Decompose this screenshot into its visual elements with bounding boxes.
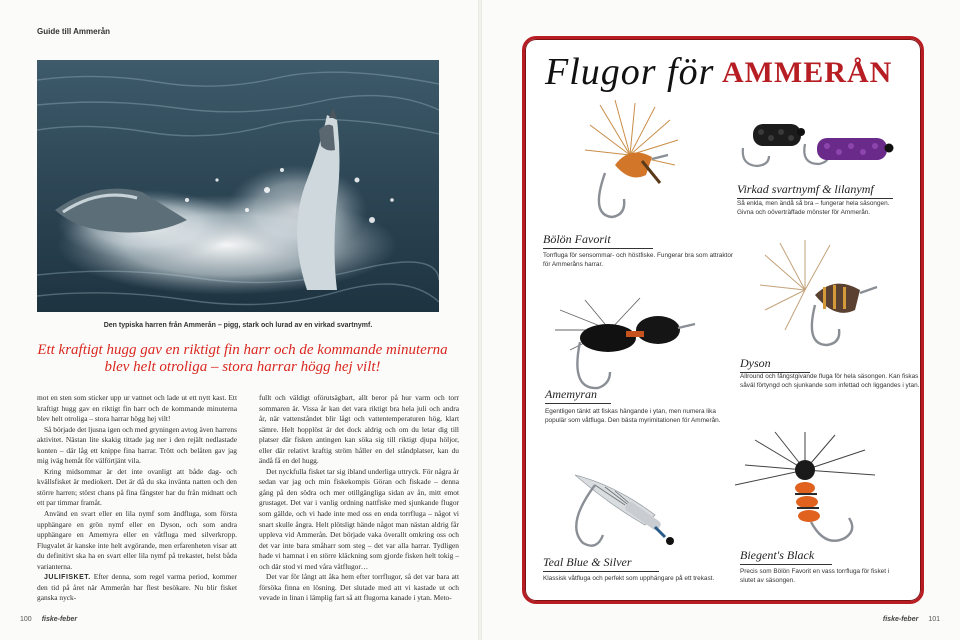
brand-logo-right: fiske-feber <box>882 616 919 623</box>
section-label: Guide till Ammerån <box>37 27 111 36</box>
article-paragraph: Kring midsommar är det inte ovanligt att både dag- och kvällsfisket är mediokert. Det är då du ska invänta natten och den större harren; störst chans på fina fångster har du från midnatt och ett par timmar framåt. <box>37 466 237 508</box>
pull-quote: Ett kraftigt hugg gav en riktigt fin harr och de kommande minuterna blev helt otroliga – stora harrar högg hej vilt! <box>37 342 448 375</box>
fly-image-dyson <box>745 235 895 355</box>
fly-desc-bolon-favorit: Torrfluga för sensommar- och höstfiske. Fungerar bra som attraktor för Ammeråns harrar. <box>543 252 734 268</box>
fly-desc-dyson: Allround och fångstgivande fluga för hela säsongen. Kan fiskas såväl förtyngd och sjunkande som infettad och liggandes i ytan. <box>740 373 920 389</box>
panel-title-caps: AMMERÅN <box>722 56 893 89</box>
article-paragraph: Det nyckfulla fisket tar sig ibland underliga uttryck. För några år sedan var jag och min fiskekompis Göran och fiskade – denna gång på den södra och mer otillgängliga sidan av ån, mitt emot grustaget. Det var i vanlig ordning nattfiske med sjunkande flugor som gällde, och vi hade inte med oss en enda torrfluga – något vi snart skulle ångra. Helt plötsligt hände något man nästan aldrig får uppleva vid Ammerån. Det började vaka överallt omkring oss och det var inte bara småharr som steg – det var alla harrar. Tydligen hade vi hamnat i en större kläckning som gjorde fisken helt tokig – och där stod vi med våra våtflugor… <box>259 466 459 571</box>
article-paragraph: fullt och väldigt oförutsägbart, allt beror på hur varm och torr sommaren är. Vissa år kan det vara riktigt bra hela juli och andra år, när vattenståndet blir lågt och vattentemperaturen hög, klart sämre. Helt hopplöst är det dock aldrig och om du letar dig till platser där fisken antingen kan söka sig till riktigt djupa höljor, eller där relativt kraftig ström håller en del ståndplatser, kan du ändå få en del hugg. <box>259 393 459 466</box>
grayling-splash-image <box>37 60 439 312</box>
photo-caption: Den typiska harren från Ammerån – pigg, stark och lurad av en virkad svartnymf. <box>103 322 373 329</box>
article-paragraph: Använd en svart eller en lila nymf som ändfluga, som första upphängare en grön nymf eller en Dyson, och som andra upphängare en Amemyra eller en våtfluga med silverkropp. Flugvalet är kanske inte helt avgörande, men erfarenheten visar att du definitivt ska ha en svart eller lila nymf på trekastet, helst båda varianterna. <box>37 509 237 571</box>
fly-desc-teal-blue-silver: Klassisk våtfluga och perfekt som upphängare på ett trekast. <box>543 575 715 582</box>
fly-name-amemyran: Amemyran <box>545 387 611 404</box>
article-paragraph: Det var för långt att åka hem efter torrflugor, så det var bara att försöka finna en lösning. Det slutade med att vi kastade ut och vevade in linan i lämplig fart så att flugorna kanade i ytan. Meto- <box>259 572 459 603</box>
page-number-right: 101 <box>928 616 940 623</box>
fly-image-bolon-favorit <box>560 95 710 225</box>
fly-name-bolon-favorit: Bölön Favorit <box>543 232 653 249</box>
fly-desc-amemyran: Egentligen tänkt att fiskas hängande i ytan, men numera lika populär som våtfluga. Den bästa myrimitationen för Ammerån. <box>545 408 721 424</box>
fly-name-virkad-nymf: Virkad svartnymf & lilanymf <box>737 182 893 199</box>
fly-image-virkad-nymf <box>735 110 905 175</box>
fly-desc-virkad-nymf: Så enkla, men ändå så bra – fungerar hela säsongen. Givna och oöverträffade mönster för Ammerån. <box>737 200 890 216</box>
article-column-2 <box>259 393 459 604</box>
article-paragraph: Så började det ljusna igen och med gryningen avtog även harrens aktivitet. Nästan lite skakig tittade jag ner i den rejält nedlastade konten – där låg ett knippe fina harrar. Trött och belåten gav jag mig iväg hemåt för välförtjänt vila. <box>37 424 237 466</box>
fly-image-amemyran <box>540 290 720 400</box>
page-number-left: 100 <box>20 616 32 623</box>
article-paragraph-julifisket: JULIFISKET. Efter denna, som regel varma period, kommer den tid på året när Ammerån har flest besökare. Nu blir fisket ganska nyck- <box>37 572 237 603</box>
grayling-photo <box>37 60 439 312</box>
fly-image-biegents-black <box>725 430 885 550</box>
article-column-1 <box>37 393 237 604</box>
fly-desc-biegents-black: Precis som Bölön Favorit en vass torrfluga för fisket i slutet av säsongen. <box>740 568 890 584</box>
article-paragraph: mot en sten som sticker upp ur vattnet och lade ut ett nytt kast. Ett kraftigt hugg gav en riktigt fin harr och de kommande minuterna blev helt otroliga – stora harrar högg hej vilt! <box>37 393 237 424</box>
brand-logo-left: fiske-feber <box>41 616 78 623</box>
subhead-julifisket: JULIFISKET. <box>44 574 91 582</box>
footer-left <box>20 616 77 623</box>
panel-title-script: Flugor för <box>545 51 715 93</box>
footer-right <box>883 616 940 623</box>
fly-name-dyson: Dyson <box>740 356 810 373</box>
fly-image-teal-blue-silver <box>555 455 705 565</box>
fly-name-biegents-black: Biegent's Black <box>740 548 832 565</box>
fly-name-teal-blue-silver: Teal Blue & Silver <box>543 555 659 572</box>
page-gutter <box>478 0 482 640</box>
